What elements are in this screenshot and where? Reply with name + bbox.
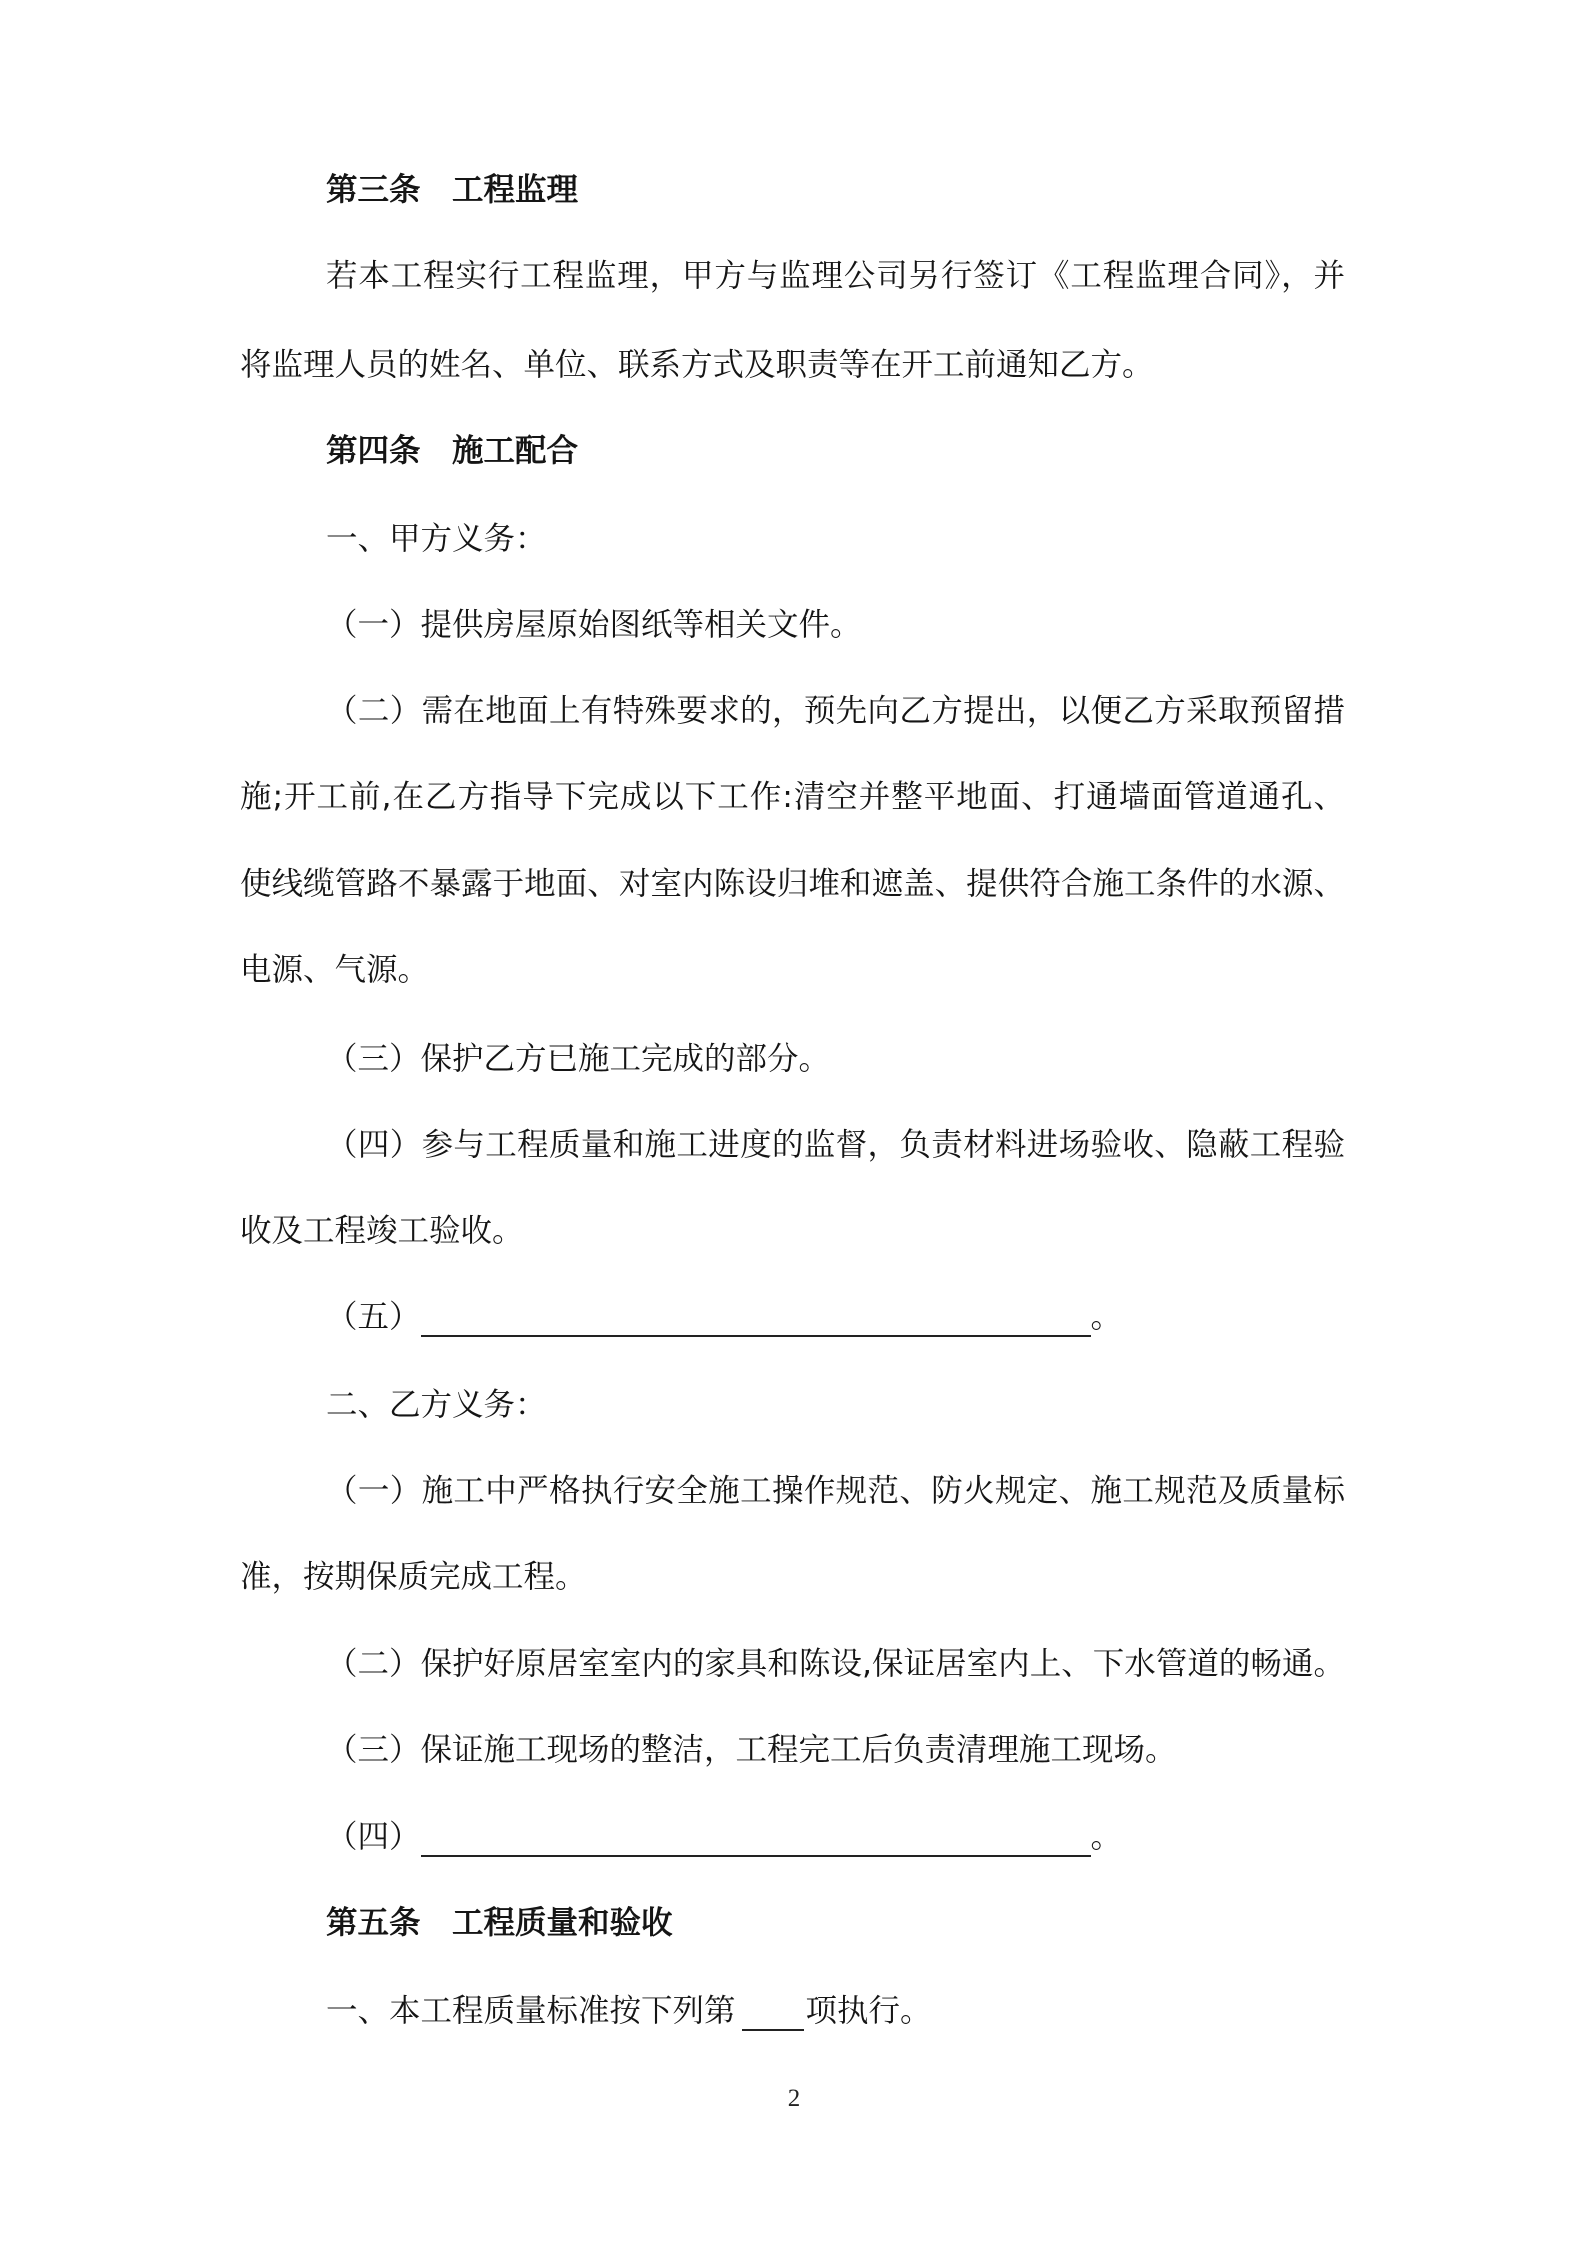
party-a-item-2-line-4: 电源、气源。 bbox=[240, 952, 430, 988]
article-3-heading: 第三条 工程监理 bbox=[326, 172, 579, 208]
party-a-item-4-line-1: （四）参与工程质量和施工进度的监督，负责材料进场验收、隐蔽工程验 bbox=[326, 1127, 1345, 1163]
party-a-item-2-line-1: （二）需在地面上有特殊要求的，预先向乙方提出，以便乙方采取预留措 bbox=[326, 693, 1345, 729]
party-b-item-1-line-1: （一）施工中严格执行安全施工操作规范、防火规定、施工规范及质量标 bbox=[326, 1473, 1345, 1509]
quality-standard-text-after: 项执行。 bbox=[805, 1993, 932, 2029]
quality-standard-clause bbox=[326, 1991, 1345, 2031]
party-a-item-5-blank-field bbox=[421, 1297, 1091, 1337]
party-a-item-3: （三）保护乙方已施工完成的部分。 bbox=[326, 1041, 831, 1077]
party-a-duties-title: 一、甲方义务： bbox=[326, 521, 547, 557]
party-a-item-5-end: 。 bbox=[1090, 1299, 1123, 1335]
party-a-item-1: （一）提供房屋原始图纸等相关文件。 bbox=[326, 607, 862, 643]
article-3-paragraph-line-2: 将监理人员的姓名、单位、联系方式及职责等在开工前通知乙方。 bbox=[240, 347, 1154, 383]
party-a-item-2-line-2: 施;开工前,在乙方指导下完成以下工作:清空并整平地面、打通墙面管道通孔、 bbox=[240, 779, 1345, 815]
party-b-duties-title: 二、乙方义务： bbox=[326, 1387, 547, 1423]
party-b-item-2: （二）保护好原居室室内的家具和陈设,保证居室内上、下水管道的畅通。 bbox=[326, 1646, 1345, 1682]
party-b-item-1-line-2: 准，按期保质完成工程。 bbox=[240, 1559, 587, 1595]
quality-standard-blank-field bbox=[742, 1991, 804, 2031]
party-b-item-4-blank-field bbox=[421, 1817, 1091, 1857]
party-b-item-4-label: （四） bbox=[326, 1819, 421, 1855]
party-a-item-5-label: （五） bbox=[326, 1299, 421, 1335]
party-a-item-2-line-3: 使线缆管路不暴露于地面、对室内陈设归堆和遮盖、提供符合施工条件的水源、 bbox=[240, 866, 1345, 902]
article-5-heading: 第五条 工程质量和验收 bbox=[326, 1905, 673, 1941]
article-4-heading: 第四条 施工配合 bbox=[326, 433, 579, 469]
party-b-item-4 bbox=[326, 1817, 1345, 1857]
party-b-item-4-end: 。 bbox=[1090, 1819, 1123, 1855]
party-b-item-3: （三）保证施工现场的整洁，工程完工后负责清理施工现场。 bbox=[326, 1732, 1177, 1768]
party-a-item-4-line-2: 收及工程竣工验收。 bbox=[240, 1213, 524, 1249]
quality-standard-text-before: 一、本工程质量标准按下列第 bbox=[326, 1993, 736, 2029]
article-3-paragraph-line-1: 若本工程实行工程监理，甲方与监理公司另行签订《工程监理合同》，并 bbox=[326, 258, 1345, 294]
party-a-item-5 bbox=[326, 1297, 1345, 1337]
page-number: 2 bbox=[787, 2085, 801, 2112]
